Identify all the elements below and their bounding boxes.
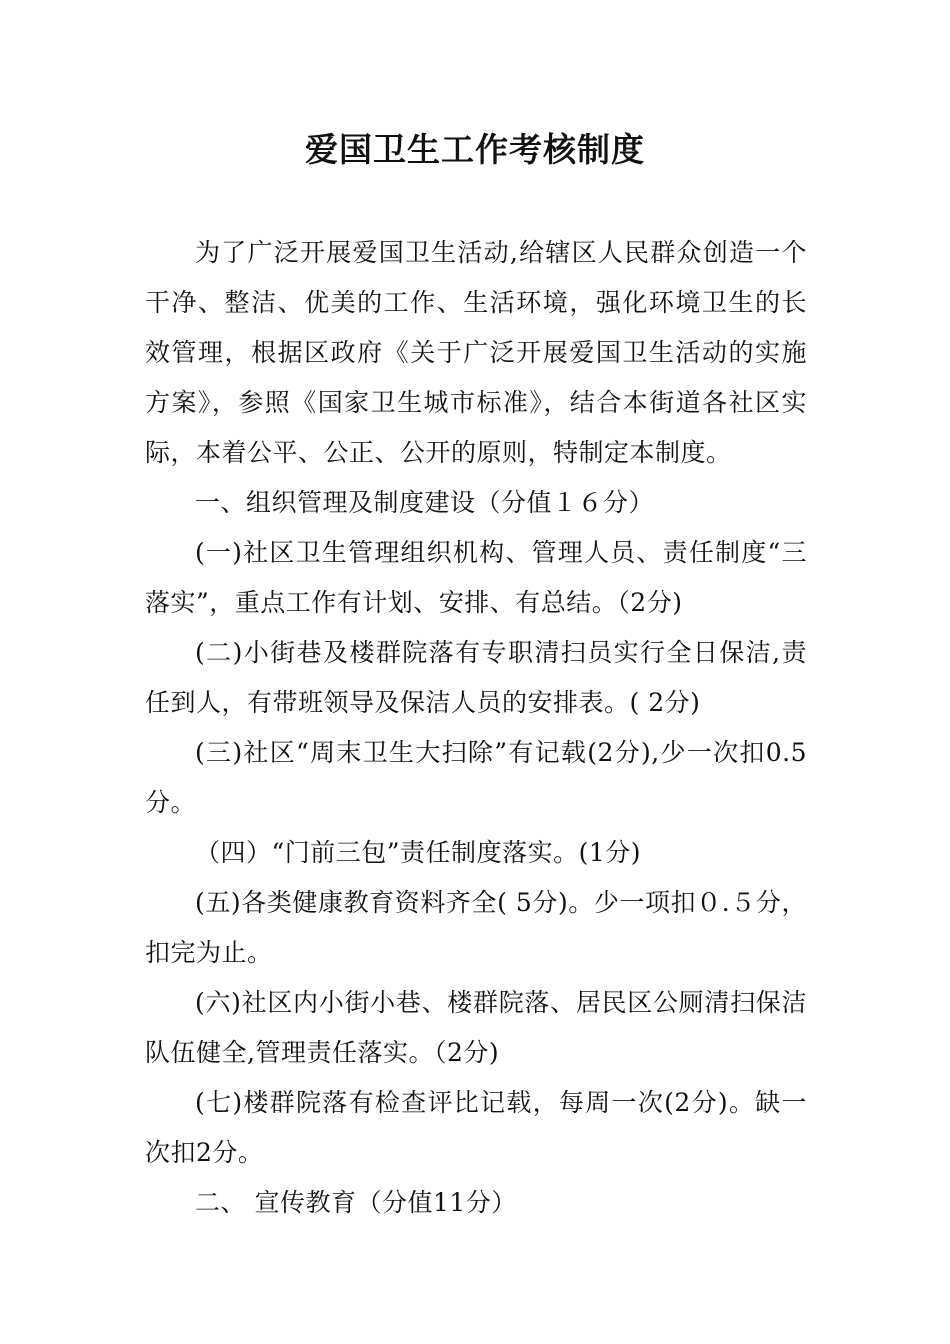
clause-1-3: (三)社区“周末卫生大扫除”有记载(2分),少一次扣0.5分。 xyxy=(145,738,807,817)
clause-1-4: （四）“门前三包”责任制度落实。(1分) xyxy=(195,838,641,867)
clause-1-5: (五)各类健康教育资料齐全( 5分)。少一项扣０.５分，扣完为止。 xyxy=(145,888,807,967)
section-heading-1: 一、组织管理及制度建设（分值１６分） xyxy=(195,488,655,517)
document-title: 爱国卫生工作考核制度 xyxy=(305,130,645,169)
intro-paragraph: 为了广泛开展爱国卫生活动,给辖区人民群众创造一个干净、整洁、优美的工作、生活环境，强化环境卫生的长效管理，根据区政府《关于广泛开展爱国卫生活动的实施方案》，参照《国家卫生城市标准》，结合本街道各社区实际，本着公平、公正、公开的原则，特制定本制度。 xyxy=(145,238,807,467)
clause-1-1: (一)社区卫生管理组织机构、管理人员、责任制度“三落实”，重点工作有计划、安排、有总结。（2分) xyxy=(145,538,807,617)
document-body xyxy=(145,228,807,1228)
clause-1-6: (六)社区内小街小巷、楼群院落、居民区公厕清扫保洁队伍健全,管理责任落实。（2分) xyxy=(145,988,807,1067)
section-heading-2: 二、 宣传教育（分值11分） xyxy=(195,1188,517,1217)
clause-1-2: (二)小街巷及楼群院落有专职清扫员实行全日保洁,责任到人，有带班领导及保洁人员的安排表。( 2分) xyxy=(145,638,807,717)
clause-1-7: (七)楼群院落有检查评比记载，每周一次(2分)。缺一次扣2分。 xyxy=(145,1088,807,1167)
